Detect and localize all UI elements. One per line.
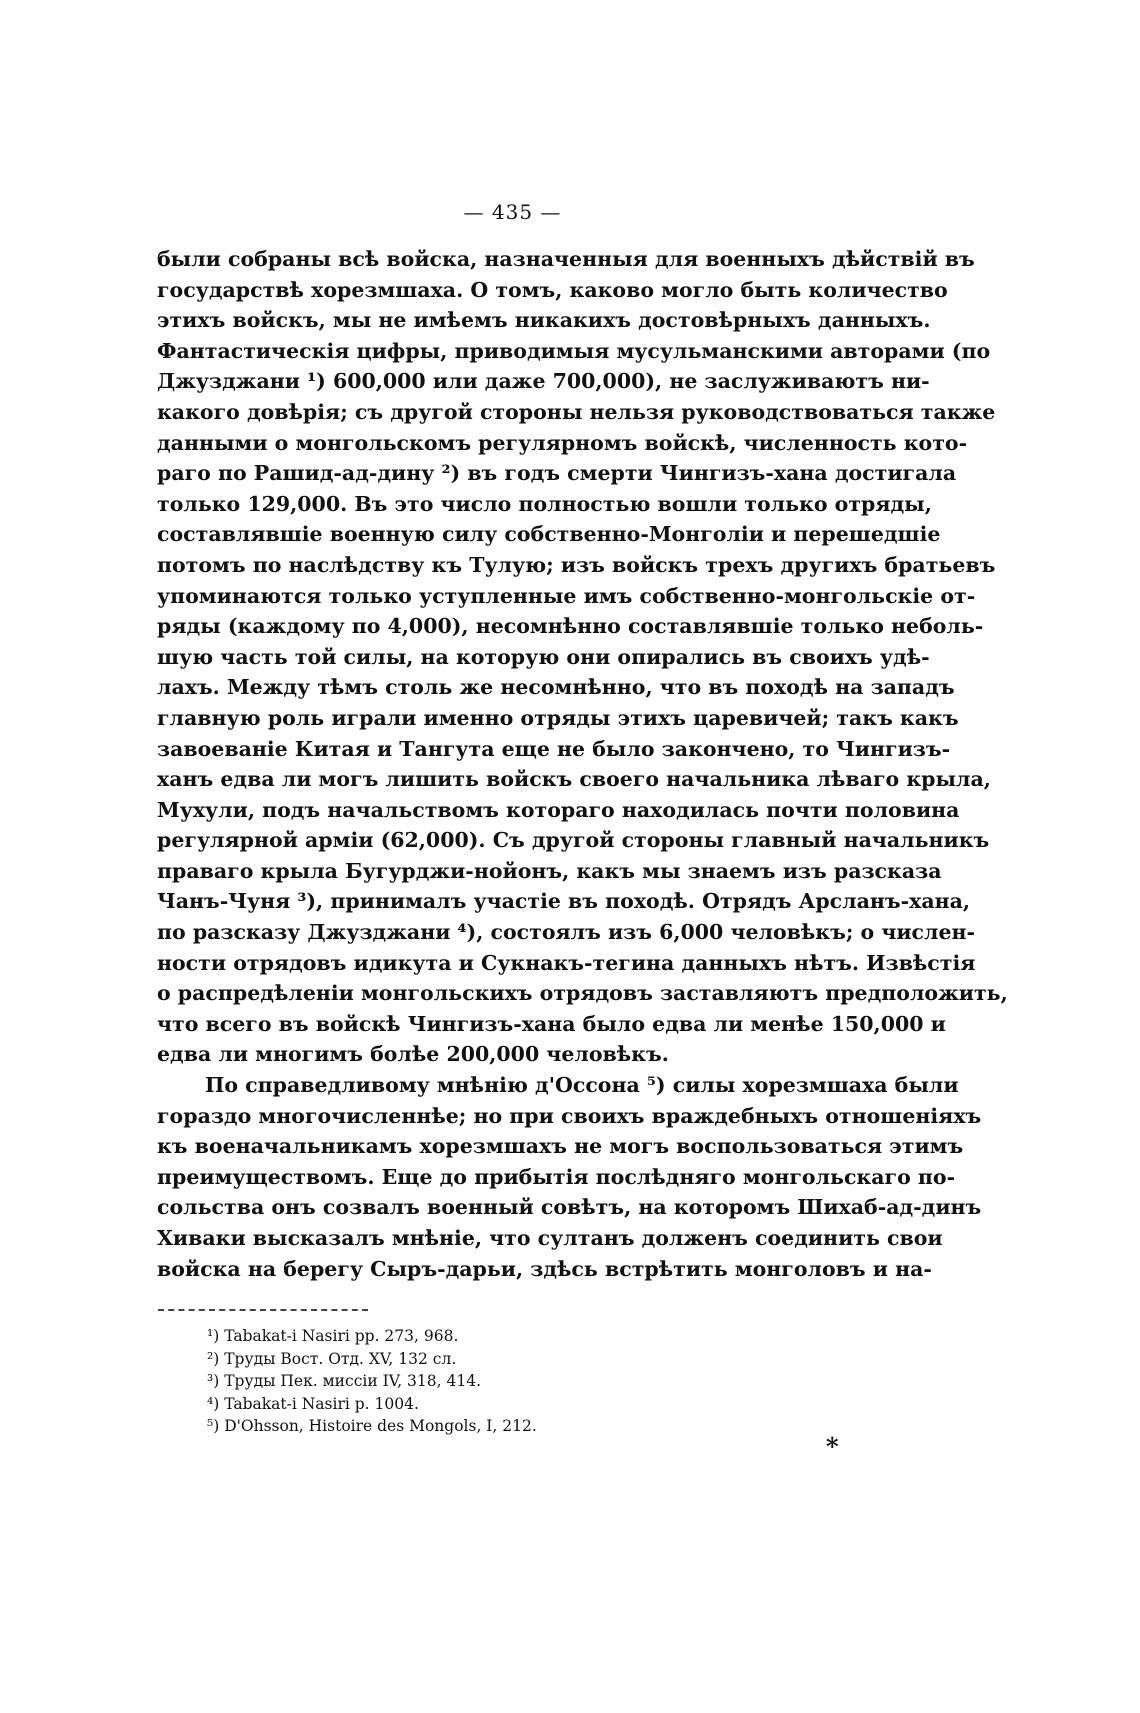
footnote-mark: ¹) — [207, 1327, 220, 1345]
text-line: только 129,000. Въ это число полностью вошли только отряды, — [157, 491, 932, 516]
text-line: ности отрядовъ идикута и Сукнакъ-тегина данныхъ нѣтъ. Извѣстія — [157, 950, 976, 975]
footnote-4 — [207, 1393, 767, 1416]
body-text — [157, 244, 1008, 1284]
text-line: Джузджани ¹) 600,000 или даже 700,000), не заслуживаютъ ни- — [157, 369, 930, 394]
text-line: едва ли многимъ болѣе 200,000 человѣкъ. — [157, 1042, 669, 1067]
footnote-2 — [207, 1348, 767, 1371]
footnotes — [207, 1325, 767, 1438]
text-line: ханъ едва ли могъ лишить войскъ своего начальника лѣваго крыла, — [157, 767, 991, 792]
text-line: завоеваніе Китая и Тангута еще не было закончено, то Чингизъ- — [157, 736, 951, 761]
footnote-text: D'Ohsson, Histoire des Mongols, I, 212. — [224, 1417, 537, 1435]
text-line: раго по Рашид-ад-дину ²) въ годъ смерти Чингизъ-хана достигала — [157, 461, 957, 486]
text-line: главную роль играли именно отряды этихъ царевичей; такъ какъ — [157, 705, 959, 730]
text-line: По справедливому мнѣнію д'Оссона ⁵) силы хорезмшаха были — [205, 1073, 959, 1098]
footnote-mark: ⁴) — [207, 1394, 220, 1413]
text-line: по разсказу Джузджани ⁴), состоялъ изъ 6,000 человѣкъ; о числен- — [157, 920, 976, 945]
text-line: потомъ по наслѣдству къ Тулую; изъ войскъ трехъ другихъ братьевъ — [157, 552, 996, 577]
footnote-mark: ³) — [207, 1372, 220, 1390]
text-line: Хиваки высказалъ мнѣніе, что султанъ долженъ соединить свои — [157, 1226, 943, 1250]
footnote-3 — [207, 1370, 767, 1393]
text-line: шую часть той силы, на которую они опирались въ своихъ удѣ- — [157, 644, 930, 669]
text-line: упоминаются только уступленные имъ собственно-монгольскіе от- — [157, 583, 976, 608]
page-number: — 435 — — [463, 200, 562, 224]
text-line: преимуществомъ. Еще до прибытія послѣдняго монгольскаго по- — [157, 1164, 956, 1189]
footnote-text: Труды Вост. Отд. XV, 132 сл. — [224, 1349, 457, 1368]
signature-star-mark: * — [826, 1432, 839, 1461]
text-line: какого довѣрія; съ другой стороны нельзя руководствоваться также — [157, 399, 996, 424]
footnote-text: Труды Пек. миссіи IV, 318, 414. — [224, 1372, 481, 1390]
text-line: Чанъ-Чуня ³), принималъ участіе въ походѣ. Отрядъ Арсланъ-хана, — [157, 889, 971, 914]
text-line: что всего въ войскѣ Чингизъ-хана было едва ли менѣе 150,000 и — [157, 1011, 946, 1036]
footnote-mark: ²) — [207, 1349, 220, 1368]
text-line: гораздо многочисленнѣе; но при своихъ враждебныхъ отношеніяхъ — [157, 1103, 982, 1128]
text-line: о распредѣленіи монгольскихъ отрядовъ заставляютъ предположить, — [157, 981, 1008, 1006]
text-line: войска на берегу Сыръ-дарьи, здѣсь встрѣтить монголовъ и на- — [157, 1256, 932, 1281]
text-line: къ военачальникамъ хорезмшахъ не могъ воспользоваться этимъ — [157, 1134, 964, 1159]
text-line: составлявшіе военную силу собственно-Монголіи и перешедшіе — [157, 522, 941, 547]
text-line: данными о монгольскомъ регулярномъ войскѣ, численность кото- — [157, 430, 968, 455]
footnote-text: Tabakat-i Nasiri p. 1004. — [224, 1394, 419, 1413]
footnote-separator — [158, 1309, 368, 1311]
footnote-1 — [207, 1325, 767, 1348]
text-line: Мухули, подъ начальствомъ котораго находилась почти половина — [157, 797, 960, 822]
text-line: Фантастическія цифры, приводимыя мусульманскими авторами (по — [157, 338, 991, 363]
text-line: ряды (каждому по 4,000), несомнѣнно составлявшіе только неболь- — [157, 614, 984, 639]
footnote-mark: ⁵) — [207, 1417, 220, 1435]
text-line: лахъ. Между тѣмъ столь же несомнѣнно, что въ походѣ на западъ — [157, 675, 955, 700]
text-line: праваго крыла Бугурджи-нойонъ, какъ мы знаемъ изъ разсказа — [157, 858, 942, 883]
text-line: государствѣ хорезмшаха. О томъ, каково могло быть количество — [157, 277, 948, 302]
text-line: сольства онъ созвалъ военный совѣтъ, на которомъ Шихаб-ад-динъ — [157, 1195, 982, 1220]
footnote-text: Tabakat-i Nasiri pp. 273, 968. — [224, 1327, 459, 1345]
text-line: регулярной арміи (62,000). Съ другой стороны главный начальникъ — [157, 828, 990, 853]
text-line: были собраны всѣ войска, назначенныя для военныхъ дѣйствій въ — [157, 247, 975, 271]
footnote-5 — [207, 1415, 767, 1438]
text-line: этихъ войскъ, мы не имѣемъ никакихъ достовѣрныхъ данныхъ. — [157, 308, 931, 333]
